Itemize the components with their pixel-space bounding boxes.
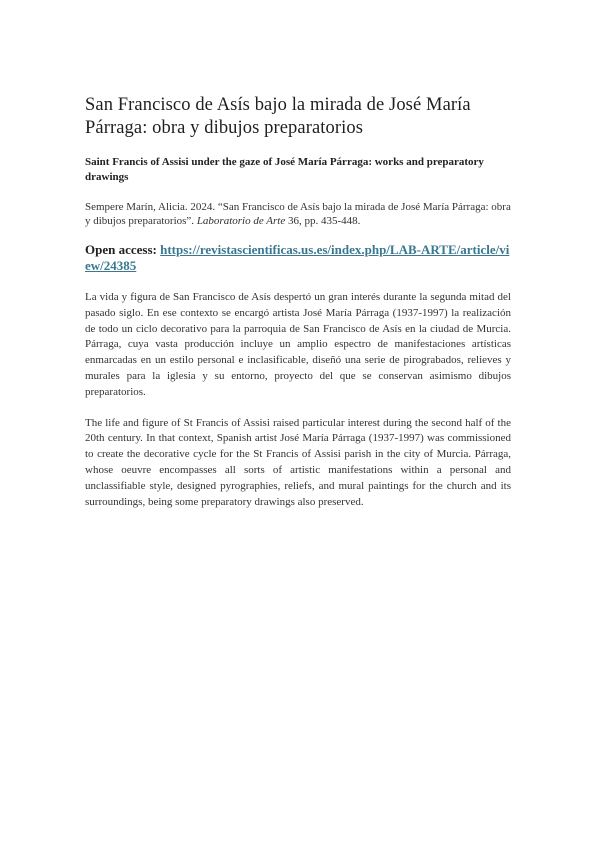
abstract-spanish: La vida y figura de San Francisco de Asís despertó un gran interés durante la segunda mitad del pasado siglo. En ese contexto se encargó artista José María Párraga (1937-1997) la realización de todo un ciclo decorativo para la parroquia de San Francisco de Asís en la ciudad de Murcia. Párraga, cuya vasta producción incluye un amplio espectro de manifestaciones artísticas enmarcadas en un estilo personal e inclasificable, diseñó una serie de pirograbados, relieves y murales para la iglesia y su entorno, proyecto del que se conservan asimismo dibujos preparatorios.	[85, 291, 511, 398]
article-title: San Francisco de Asís bajo la mirada de José María Párraga: obra y dibujos preparatorios	[85, 95, 471, 138]
citation-journal: Laboratorio de Arte	[196, 215, 286, 227]
citation-volume-pages: 36, pp. 435-448.	[285, 215, 361, 227]
citation-authors-title: Sempere Marín, Alicia. 2024. “San Francisco de Asís bajo la mirada de José María Párraga: obra y dibujos preparatorios”.	[85, 201, 511, 227]
citation	[85, 200, 511, 228]
document-page	[85, 94, 511, 521]
open-access-label: Open access:	[85, 242, 161, 257]
article-subtitle: Saint Francis of Assisi under the gaze of José María Párraga: works and preparatory drawings	[85, 156, 484, 183]
open-access-link[interactable]: https://revistascientificas.us.es/index.php/LAB-ARTE/article/view/24385	[85, 242, 510, 273]
abstract-english: The life and figure of St Francis of Assisi raised particular interest during the second half of the 20th century. In that context, Spanish artist José María Párraga (1937-1997) was commissioned to create the decorative cycle for the St Francis of Assisi parish in the city of Murcia. Párraga, whose oeuvre encompasses all sorts of artistic manifestations within a personal and unclassifiable style, designed pyrographies, reliefs, and mural paintings for the church and its surroundings, being some preparatory drawings also preserved.	[85, 416, 511, 508]
open-access	[85, 242, 511, 274]
